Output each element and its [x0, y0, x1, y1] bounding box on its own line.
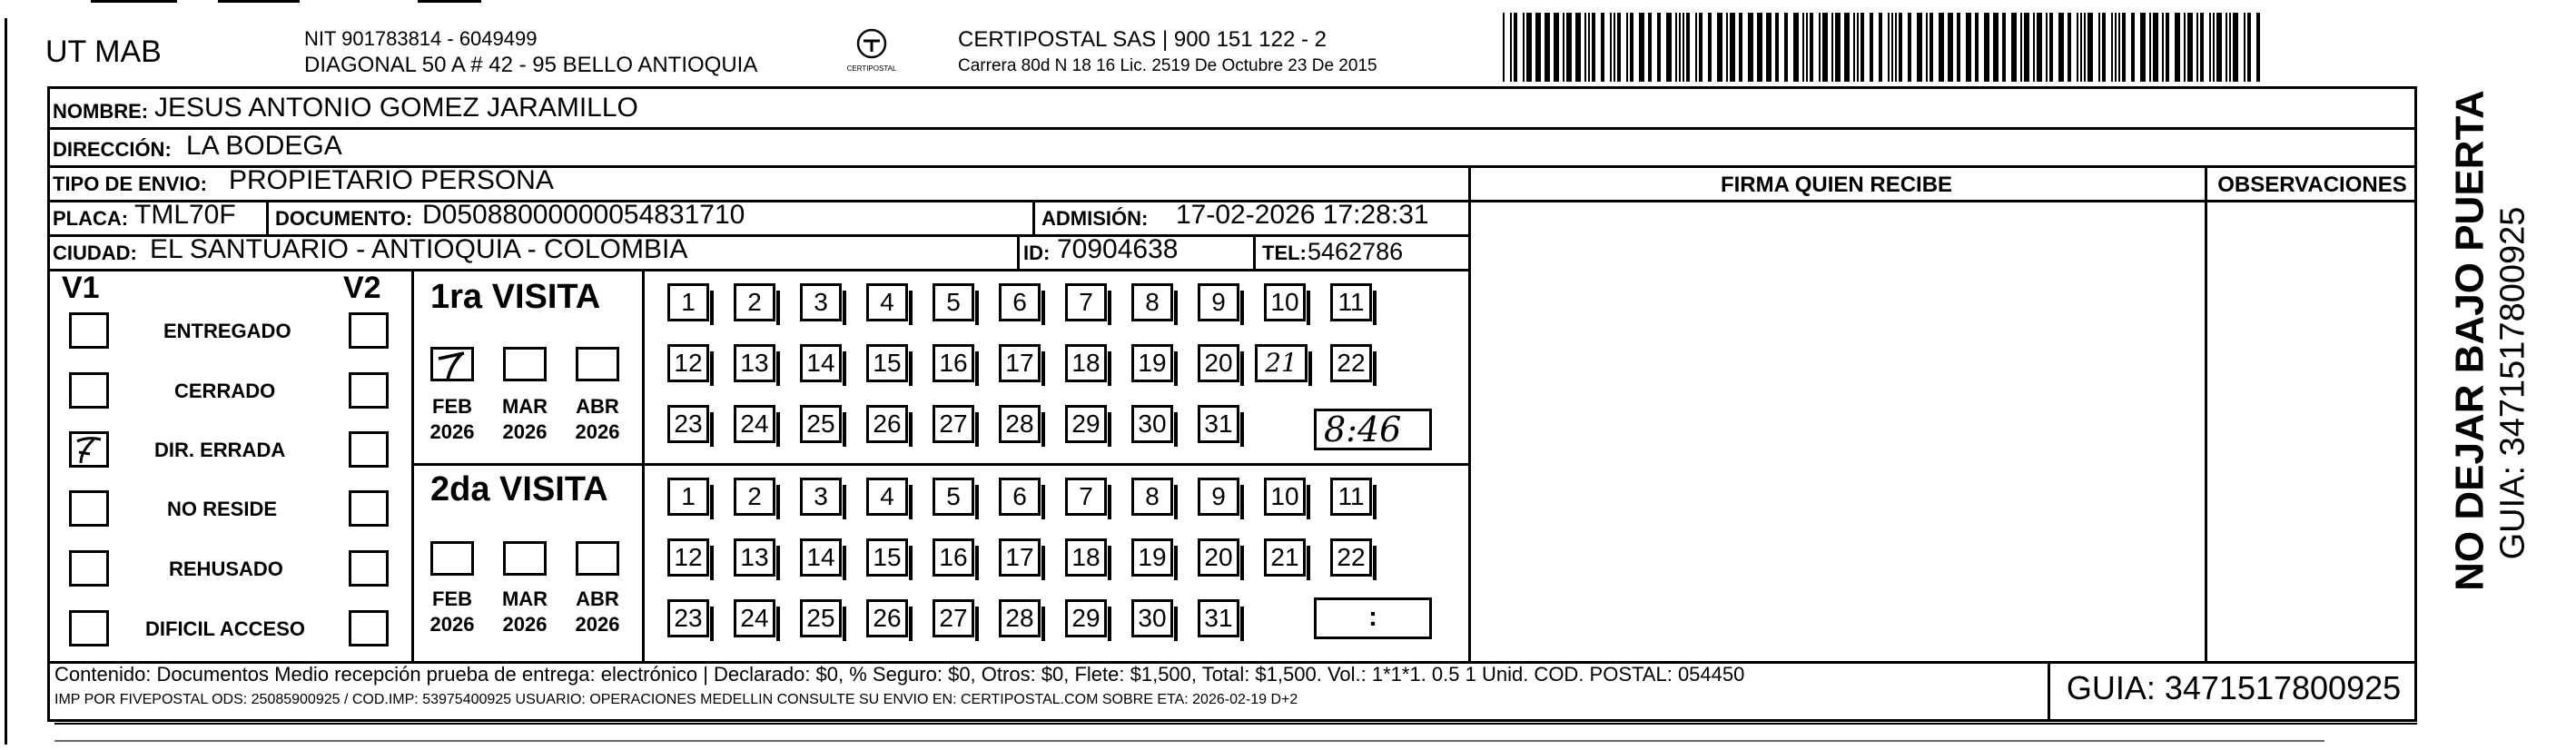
footer-base [54, 723, 2417, 725]
col-divider [266, 200, 269, 234]
barcode-bar [2024, 13, 2029, 82]
barcode-bar [1610, 13, 1612, 82]
barcode-bar [1870, 13, 1873, 82]
v1-checkbox[interactable] [69, 312, 109, 349]
barcode-bar [2216, 13, 2222, 82]
col-divider [1253, 234, 1256, 269]
row-divider [47, 269, 1468, 271]
admision-label: ADMISIÓN: [1041, 207, 1149, 230]
barcode-bar [2184, 13, 2186, 82]
day-box[interactable]: 18 [1065, 538, 1107, 577]
barcode-bar [1857, 13, 1859, 82]
day-box[interactable]: 1 [667, 478, 709, 516]
barcode-bar [2175, 13, 2180, 82]
barcode-bar [1975, 13, 1979, 82]
visit-2-title: 2da VISITA [430, 470, 608, 508]
day-box[interactable]: 4 [866, 283, 908, 321]
barcode-bar [1514, 13, 1517, 82]
barcode-bar [2020, 13, 2022, 82]
day-box[interactable]: 14 [800, 538, 842, 577]
barcode-bar [1683, 13, 1684, 82]
observaciones-header: OBSERVACIONES [2217, 173, 2407, 197]
barcode-bar [1948, 13, 1953, 82]
v2-checkbox[interactable] [349, 372, 389, 409]
tipo-value: PROPIETARIO PERSONA [229, 165, 554, 195]
day-box[interactable]: 15 [866, 538, 908, 577]
barcode-bar [1822, 13, 1828, 82]
status-label: CERRADO [174, 380, 276, 402]
visit-1-time-handwritten: 8:46 [1324, 410, 1402, 449]
barcode-bar [2166, 13, 2169, 82]
svg-text:CERTIPOSTAL: CERTIPOSTAL [846, 64, 897, 73]
day-box[interactable]: 2 [734, 283, 775, 321]
barcode-bar [1908, 13, 1911, 82]
day-box[interactable]: 30 [1131, 599, 1173, 637]
day-box[interactable]: 5 [933, 478, 974, 516]
barcode-bar [1793, 13, 1799, 82]
day-box[interactable]: 26 [866, 599, 908, 637]
barcode-bar [2111, 13, 2113, 82]
day-box[interactable]: 4 [866, 478, 908, 516]
barcode-bar [2068, 13, 2071, 82]
barcode-bar [2256, 13, 2260, 82]
tel-value: 5462786 [1308, 238, 1404, 265]
day-box[interactable]: 30 [1131, 405, 1173, 443]
barcode-bar [2011, 13, 2017, 82]
day-box[interactable]: 12 [667, 538, 709, 577]
day-box[interactable]: 11 [1330, 478, 1372, 516]
footer-imp: IMP POR FIVEPOSTAL ODS: 25085900925 / COD.IMP: 53975400925 USUARIO: OPERACIONES MEDELLIN CONSULTE SU ENVIO EN: CERTIPOSTAL.COM SOBRE ETA: 2026-02-19 D+2 [54, 692, 1298, 707]
company-name: UT MAB [45, 35, 162, 69]
tel-label: TEL: [1262, 242, 1307, 264]
day-box[interactable]: 24 [734, 599, 775, 637]
company-nit: NIT 901783814 - 6049499 [304, 27, 538, 50]
barcode-bar [1717, 13, 1722, 82]
top-stroke [91, 0, 177, 3]
top-stroke [218, 0, 300, 3]
day-box[interactable]: 19 [1131, 538, 1173, 577]
barcode-bar [2200, 13, 2204, 82]
barcode-bar [1601, 13, 1604, 82]
barcode-bar [1626, 13, 1628, 82]
barcode-bar [2084, 13, 2086, 82]
day-box[interactable]: 13 [734, 344, 775, 382]
placa-value: TML70F [134, 200, 236, 230]
barcode-bar [2118, 13, 2120, 82]
barcode-bar [1695, 13, 1697, 82]
barcode-bar [1775, 13, 1779, 82]
barcode-bar [1545, 13, 1550, 82]
barcode-bar [2037, 13, 2042, 82]
visit-2-month-label: FEB 2026 [429, 587, 475, 636]
visit-1-month-label: FEB 2026 [429, 395, 475, 443]
barcode-bar [1535, 13, 1541, 82]
visit-1-title: 1ra VISITA [430, 278, 601, 316]
barcode-bar [1917, 13, 1922, 82]
barcode-bar [1888, 13, 1890, 82]
v2-checkbox[interactable] [349, 431, 389, 468]
day-box[interactable]: 18 [1065, 344, 1107, 382]
day-box[interactable]: 17 [999, 344, 1041, 382]
barcode-bar [2247, 13, 2251, 82]
barcode-bar [1523, 13, 1525, 82]
direccion-value: LA BODEGA [186, 131, 342, 161]
v2-header: V2 [343, 271, 381, 305]
carrier-address: Carrera 80d N 18 16 Lic. 2519 De Octubre 23 De 2015 [958, 56, 1377, 75]
barcode-bar [2140, 13, 2146, 82]
col-divider [1468, 165, 1471, 663]
barcode-bar [2087, 13, 2093, 82]
day-box[interactable]: 10 [1264, 283, 1306, 321]
barcode-bar [1844, 13, 1850, 82]
barcode-bar [2153, 13, 2158, 82]
no-dejar-bajo-puerta: NO DEJAR BAJO PUERTA [2447, 90, 2492, 591]
visit-1-month-label: MAR 2026 [501, 395, 548, 443]
barcode-bar [2033, 13, 2035, 82]
id-value: 70904638 [1057, 234, 1179, 264]
day-box[interactable]: 24 [734, 405, 775, 443]
side-text [2420, 90, 2532, 631]
placa-label: PLACA: [53, 207, 129, 230]
visit-2-time-box[interactable]: : [1314, 597, 1432, 639]
day-box[interactable]: 16 [933, 538, 974, 577]
barcode-bar [1584, 13, 1586, 82]
nombre-value: JESUS ANTONIO GOMEZ JARAMILLO [154, 93, 638, 123]
day-box[interactable]: 9 [1198, 283, 1239, 321]
day-box[interactable]: 19 [1131, 344, 1173, 382]
day-box[interactable]: 6 [999, 283, 1041, 321]
v2-checkbox[interactable] [349, 490, 389, 527]
status-label: REHUSADO [169, 558, 283, 580]
visit-2-month-box[interactable] [576, 541, 619, 576]
barcode-bar [2102, 13, 2106, 82]
footer-content: Contenido: Documentos Medio recepción prueba de entrega: electrónico | Declarado: $0, % Seguro: $0, Otros: $0, Flete: $1,500, Total: $1,500. Vol.: 1*1*1. 0.5 1 Unid. COD. POSTAL: 054450 [54, 663, 1745, 686]
id-label: ID: [1023, 242, 1051, 264]
visit-divider [411, 463, 1468, 466]
day-box[interactable]: 20 [1198, 344, 1239, 382]
barcode-bar [2229, 13, 2231, 82]
visit-1-month-label: ABR 2026 [575, 395, 620, 443]
barcode-bar [1614, 13, 1615, 82]
certipostal-logo [840, 25, 903, 75]
top-stroke [418, 0, 481, 3]
barcode-bar [1526, 13, 1532, 82]
firma-header: FIRMA QUIEN RECIBE [1720, 173, 1953, 197]
day-box[interactable]: 29 [1065, 405, 1107, 443]
barcode-bar [1686, 13, 1690, 82]
day-box[interactable]: 10 [1264, 478, 1306, 516]
visit-1-time-box[interactable] [1314, 409, 1432, 450]
barcode-bar [1757, 13, 1762, 82]
nombre-label: NOMBRE: [53, 100, 149, 123]
barcode-bar [2233, 13, 2238, 82]
day-box[interactable]: 11 [1330, 283, 1372, 321]
barcode-bar [1810, 13, 1813, 82]
col-divider [1017, 234, 1020, 269]
barcode-bar [1895, 13, 1897, 82]
day-box[interactable]: 14 [800, 344, 842, 382]
day-box[interactable]: 20 [1198, 538, 1239, 577]
barcode-bar [1675, 13, 1677, 82]
barcode-bar [1957, 13, 1960, 82]
barcode-bar [1657, 13, 1661, 82]
barcode-bar [1563, 13, 1564, 82]
barcode-bar [1708, 13, 1712, 82]
visit-1-month-box[interactable] [576, 347, 619, 381]
barcode-bar [2149, 13, 2151, 82]
v1-checkbox[interactable] [69, 610, 109, 646]
barcode-bar [1891, 13, 1893, 82]
day-box[interactable]: 7 [1065, 283, 1107, 321]
visit-2-month-label: MAR 2026 [501, 587, 548, 636]
day-box[interactable]: 17 [999, 538, 1041, 577]
barcode-bar [1566, 13, 1572, 82]
day-box[interactable]: 29 [1065, 599, 1107, 637]
status-label: NO RESIDE [167, 498, 278, 520]
documento-value: D05088000000054831710 [422, 200, 745, 230]
visit-1-month-box-marked[interactable] [430, 347, 474, 381]
company-address: DIAGONAL 50 A # 42 - 95 BELLO ANTIOQUIA [304, 53, 758, 77]
barcode-bar [1853, 13, 1855, 82]
footer-guia: GUIA: 3471517800925 [2066, 669, 2402, 706]
v2-checkbox[interactable] [349, 550, 389, 587]
barcode-bar [2080, 13, 2082, 82]
barcode-bar [2122, 13, 2126, 82]
day-box[interactable]: 21 [1264, 538, 1306, 577]
bottom-edge [54, 740, 2324, 742]
barcode-bar [1592, 13, 1595, 82]
barcode-bar [1739, 13, 1742, 82]
col-divider [1032, 200, 1035, 234]
barcode-bar [1503, 13, 1505, 82]
barcode-bar [1630, 13, 1633, 82]
barcode-bar [1554, 13, 1559, 82]
barcode-bar [1835, 13, 1841, 82]
barcode-bar [2115, 13, 2117, 82]
day-box[interactable]: 28 [999, 405, 1041, 443]
barcode-bar [2049, 13, 2053, 82]
barcode-bar [1831, 13, 1833, 82]
v1-checkbox[interactable] [69, 550, 109, 587]
ciudad-value: EL SANTUARIO - ANTIOQUIA - COLOMBIA [150, 234, 688, 264]
barcode-bar [2213, 13, 2215, 82]
day-box[interactable]: 28 [999, 599, 1041, 637]
carrier-name: CERTIPOSTAL SAS | 900 151 122 - 2 [958, 27, 1327, 52]
barcode-bar [1930, 13, 1933, 82]
day-box[interactable]: 12 [667, 344, 709, 382]
v1-checkbox-marked[interactable] [69, 431, 109, 468]
day-box[interactable]: 3 [800, 283, 842, 321]
barcode-bar [1510, 13, 1512, 82]
barcode-bar [1784, 13, 1788, 82]
admision-value: 17-02-2026 17:28:31 [1176, 200, 1429, 230]
barcode-bar [2058, 13, 2064, 82]
visit-2-month-box[interactable] [430, 541, 474, 576]
barcode-bar [1766, 13, 1772, 82]
barcode-bar [1748, 13, 1753, 82]
barcode-bar [2196, 13, 2198, 82]
barcode-bar [2131, 13, 2135, 82]
barcode-bar [2002, 13, 2006, 82]
barcode-bar [2244, 13, 2245, 82]
ciudad-label: CIUDAD: [53, 242, 137, 264]
side-guia: GUIA: 3471517800925 [2493, 206, 2532, 560]
barcode-bar [1860, 13, 1864, 82]
barcode-bar [1730, 13, 1735, 82]
barcode-bar [1993, 13, 1999, 82]
status-label: DIFICIL ACCESO [145, 617, 306, 640]
barcode-bar [1984, 13, 1989, 82]
barcode-bar [1639, 13, 1644, 82]
barcode-bar [2226, 13, 2227, 82]
visit-1-month-box[interactable] [503, 347, 547, 381]
barcode-bar [1699, 13, 1703, 82]
barcode-bar [1879, 13, 1882, 82]
row-divider [1468, 200, 2417, 202]
v2-checkbox[interactable] [349, 312, 389, 349]
day-box[interactable]: 25 [800, 405, 842, 443]
day-box[interactable]: 7 [1065, 478, 1107, 516]
day-box[interactable]: 3 [800, 478, 842, 516]
day-box[interactable]: 26 [866, 405, 908, 443]
barcode-bar [2187, 13, 2193, 82]
day-box[interactable]: 2 [734, 478, 775, 516]
day-box[interactable]: 1 [667, 283, 709, 321]
v1-header: V1 [62, 271, 100, 305]
day-box[interactable]: 8 [1131, 283, 1173, 321]
barcode-bar [1617, 13, 1621, 82]
barcode-bar [1899, 13, 1902, 82]
visit-2-month-box[interactable] [503, 541, 547, 576]
barcode-bar [1802, 13, 1804, 82]
day-box[interactable]: 22 [1330, 344, 1372, 382]
barcode-bar [2098, 13, 2100, 82]
v1-checkbox[interactable] [69, 490, 109, 527]
day-box[interactable]: 9 [1198, 478, 1239, 516]
barcode-bar [1966, 13, 1971, 82]
day-box[interactable]: 13 [734, 538, 775, 577]
status-label: DIR. ERRADA [154, 439, 286, 461]
day-box-marked[interactable]: 21 [1255, 344, 1308, 382]
barcode-bar [1575, 13, 1581, 82]
barcode-bar [1939, 13, 1944, 82]
day-box[interactable]: 31 [1198, 599, 1239, 637]
day-box[interactable]: 22 [1330, 538, 1372, 577]
barcode-bar [1679, 13, 1681, 82]
day-box[interactable]: 27 [933, 599, 974, 637]
status-label: ENTREGADO [163, 320, 291, 342]
barcode-bar [2162, 13, 2164, 82]
day-box[interactable]: 8 [1131, 478, 1173, 516]
col-divider [2205, 165, 2207, 663]
barcode-bar [1726, 13, 1728, 82]
day-box[interactable]: 15 [866, 344, 908, 382]
day-box[interactable]: 25 [800, 599, 842, 637]
day-box[interactable]: 5 [933, 283, 974, 321]
left-edge [5, 18, 7, 745]
day-box[interactable]: 16 [933, 344, 974, 382]
day-box[interactable]: 31 [1198, 405, 1239, 443]
day-box[interactable]: 23 [667, 405, 709, 443]
barcode-bar [1666, 13, 1672, 82]
documento-label: DOCUMENTO: [275, 207, 413, 230]
barcode-bar [1819, 13, 1821, 82]
barcode-bar [2046, 13, 2048, 82]
direccion-label: DIRECCIÓN: [53, 138, 172, 161]
day-box[interactable]: 27 [933, 405, 974, 443]
day-box[interactable]: 6 [999, 478, 1041, 516]
row-divider [47, 127, 2417, 130]
barcode-bar [2209, 13, 2211, 82]
day-box[interactable]: 23 [667, 599, 709, 637]
barcode-bar [1648, 13, 1652, 82]
visit-2-month-label: ABR 2026 [575, 587, 620, 636]
v1-checkbox[interactable] [69, 372, 109, 409]
tipo-label: TIPO DE ENVIO: [53, 173, 207, 195]
barcode [1503, 13, 2265, 82]
barcode-bar [1806, 13, 1808, 82]
barcode-bar [1926, 13, 1928, 82]
barcode-bar [1588, 13, 1590, 82]
v2-checkbox[interactable] [349, 610, 389, 646]
barcode-bar [2077, 13, 2078, 82]
